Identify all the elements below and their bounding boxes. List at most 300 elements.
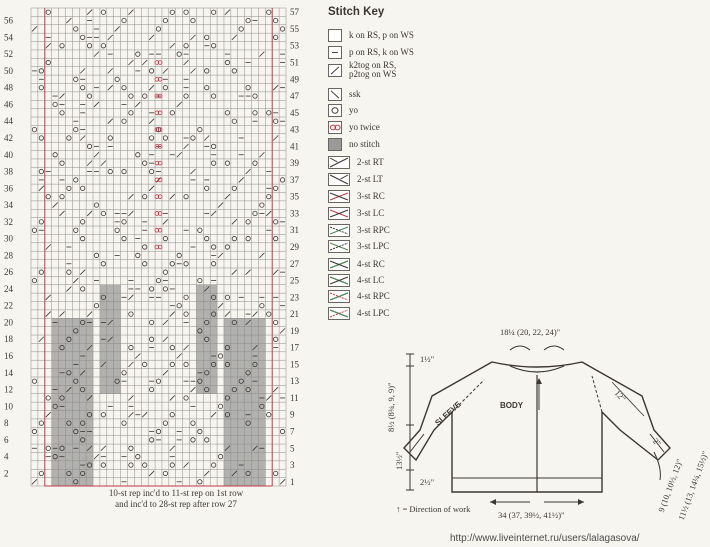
yo-stitch bbox=[232, 119, 236, 123]
yo-stitch bbox=[163, 270, 167, 274]
stitch-key-item bbox=[328, 188, 385, 204]
k2tog-stitch bbox=[46, 312, 51, 317]
yo-stitch bbox=[122, 236, 126, 240]
row-label-left: 4 bbox=[4, 451, 9, 462]
yo-stitch bbox=[74, 178, 78, 182]
yo-stitch bbox=[129, 312, 133, 316]
row-label-right: 45 bbox=[290, 107, 299, 118]
row-label-left: 24 bbox=[4, 283, 13, 294]
yo-stitch bbox=[267, 413, 271, 417]
stitch-key-item bbox=[328, 305, 389, 321]
row-label-right: 37 bbox=[290, 174, 299, 185]
k2tog-stitch bbox=[94, 152, 99, 157]
yo-stitch bbox=[225, 161, 229, 165]
yo-stitch bbox=[39, 136, 43, 140]
k2tog-stitch bbox=[66, 286, 71, 291]
yo-stitch bbox=[32, 278, 36, 282]
row-label-left: 14 bbox=[4, 367, 13, 378]
yo-stitch bbox=[260, 304, 264, 308]
yo-stitch bbox=[267, 194, 271, 198]
yo-stitch bbox=[80, 186, 84, 190]
k2tog-stitch bbox=[246, 169, 251, 174]
neck-arrow-right bbox=[544, 346, 564, 350]
yo-circle-icon bbox=[328, 104, 342, 117]
yo-stitch bbox=[32, 228, 36, 232]
yo-stitch bbox=[156, 278, 160, 282]
yo-stitch bbox=[260, 203, 264, 207]
yo-stitch bbox=[184, 94, 188, 98]
k2tog-stitch bbox=[87, 211, 92, 216]
stitch-key-label: p on RS, k on WS bbox=[349, 46, 414, 57]
stitch-key-label: 2-st RT bbox=[357, 156, 384, 167]
yo-stitch bbox=[205, 438, 209, 442]
k2tog-stitch bbox=[128, 211, 133, 216]
stitch-key-item bbox=[328, 59, 397, 79]
k2tog-stitch bbox=[128, 10, 133, 15]
k2tog-stitch bbox=[142, 60, 147, 65]
stitch-key-item bbox=[328, 154, 384, 170]
k2tog-stitch bbox=[232, 219, 237, 224]
yo-stitch bbox=[46, 396, 50, 400]
k2tog-stitch bbox=[101, 446, 106, 451]
stitch-key-item bbox=[328, 222, 390, 238]
k2tog-stitch bbox=[211, 412, 216, 417]
k2tog-stitch bbox=[190, 387, 195, 392]
row-label-right: 29 bbox=[290, 242, 299, 252]
stitch-key-label: 4-st RPC bbox=[357, 290, 390, 301]
stitch-key-label: 4-st LC bbox=[357, 274, 385, 285]
yo-stitch bbox=[163, 136, 167, 140]
k2tog-stitch bbox=[273, 270, 278, 275]
repeat-note-line1: 10-st rep inc'd to 11-st rep on 1st row bbox=[108, 488, 244, 498]
yo-stitch bbox=[143, 94, 147, 98]
k2tog-stitch bbox=[218, 203, 223, 208]
stitch-key-item bbox=[328, 136, 380, 152]
sleeve-length-dimension: 12" bbox=[612, 388, 629, 404]
yo-stitch bbox=[87, 94, 91, 98]
stitch-key bbox=[325, 6, 505, 318]
k2tog-stitch bbox=[273, 85, 278, 90]
dash-icon bbox=[328, 46, 342, 59]
yo-stitch bbox=[149, 169, 153, 173]
yo-stitch bbox=[205, 85, 209, 89]
stitch-key-label: 2-st LT bbox=[357, 173, 383, 184]
direction-note-text: = Direction of work bbox=[402, 504, 471, 514]
yo-stitch bbox=[46, 10, 50, 14]
row-label-right: 27 bbox=[290, 258, 299, 269]
yo-stitch bbox=[87, 44, 91, 48]
yo-stitch bbox=[170, 111, 174, 115]
yo-stitch bbox=[232, 236, 236, 240]
k2tog-stitch bbox=[46, 245, 51, 250]
yo-stitch bbox=[246, 236, 250, 240]
k2tog-stitch bbox=[259, 52, 264, 57]
yo-stitch bbox=[218, 454, 222, 458]
row-label-left: 2 bbox=[4, 468, 9, 479]
k2tog-stitch bbox=[73, 278, 78, 283]
row-label-right: 33 bbox=[290, 208, 299, 219]
upper-arm-dimension: 11½ (13, 14¼, 15½)" bbox=[676, 449, 710, 522]
lc3-icon bbox=[328, 207, 350, 220]
yo-stitch bbox=[205, 69, 209, 73]
stitch-key-label: ssk bbox=[349, 88, 361, 99]
yo-stitch bbox=[211, 262, 215, 266]
yo-stitch bbox=[94, 304, 98, 308]
yo-stitch bbox=[80, 287, 84, 291]
rt-icon bbox=[328, 156, 350, 169]
row-label-left: 54 bbox=[4, 32, 13, 43]
yo-stitch bbox=[225, 111, 229, 115]
k2tog-stitch bbox=[163, 337, 168, 342]
yo-stitch bbox=[170, 10, 174, 14]
k2tog-stitch bbox=[94, 454, 99, 459]
yo-stitch bbox=[80, 35, 84, 39]
k2tog-stitch bbox=[94, 102, 99, 107]
yo-stitch bbox=[108, 136, 112, 140]
yo-stitch bbox=[273, 220, 277, 224]
k2tog-stitch bbox=[163, 219, 168, 224]
k2tog-stitch bbox=[163, 370, 168, 375]
yo-stitch bbox=[74, 228, 78, 232]
row-label-right: 39 bbox=[290, 158, 299, 169]
row-label-left: 36 bbox=[4, 183, 13, 194]
stitch-key-label: no stitch bbox=[349, 138, 380, 149]
yo-stitch bbox=[177, 253, 181, 257]
row-label-left: 34 bbox=[4, 200, 13, 211]
yo-stitch bbox=[101, 10, 105, 14]
k2tog-stitch bbox=[280, 328, 285, 333]
yo-stitch bbox=[156, 27, 160, 31]
k2tog-stitch bbox=[163, 68, 168, 73]
row-label-right: 25 bbox=[290, 275, 299, 286]
yo-stitch bbox=[184, 362, 188, 366]
yo-stitch bbox=[101, 211, 105, 215]
yo-stitch bbox=[53, 102, 57, 106]
k2tog-stitch bbox=[80, 68, 85, 73]
yo-stitch bbox=[205, 186, 209, 190]
stitch-key-item bbox=[328, 205, 384, 221]
yo-stitch bbox=[211, 463, 215, 467]
yo-stitch bbox=[205, 35, 209, 39]
row-label-right: 3 bbox=[290, 460, 295, 471]
yo-stitch bbox=[280, 429, 284, 433]
yo-stitch bbox=[94, 253, 98, 257]
stitch-key-label: 3-st RPC bbox=[357, 224, 390, 235]
k2tog-stitch bbox=[170, 43, 175, 48]
yo-stitch bbox=[184, 312, 188, 316]
row-label-right: 11 bbox=[290, 392, 299, 403]
k2tog-stitch bbox=[177, 152, 182, 157]
yo-stitch bbox=[94, 203, 98, 207]
stitch-key-label bbox=[349, 61, 396, 80]
row-label-right: 51 bbox=[290, 57, 299, 68]
yo-stitch bbox=[129, 111, 133, 115]
yo-stitch bbox=[170, 345, 174, 349]
stitch-key-item bbox=[328, 238, 389, 254]
repeat-note bbox=[40, 488, 312, 510]
row-label-right: 21 bbox=[290, 309, 299, 320]
k2tog-stitch bbox=[211, 211, 216, 216]
k2tog-stitch bbox=[266, 211, 271, 216]
k2tog-stitch bbox=[149, 119, 154, 124]
yo-stitch bbox=[163, 287, 167, 291]
yo-stitch bbox=[101, 262, 105, 266]
row-label-right: 57 bbox=[290, 7, 299, 18]
k2tog-stitch bbox=[108, 35, 113, 40]
k2tog-stitch bbox=[60, 312, 65, 317]
stitch-key-item bbox=[328, 256, 385, 272]
k2tog-stitch bbox=[204, 471, 209, 476]
chart-grid bbox=[0, 0, 320, 500]
yo-stitch bbox=[46, 446, 50, 450]
stitch-key-item bbox=[328, 27, 414, 43]
wrist-arrow bbox=[654, 452, 660, 480]
k2tog-stitch bbox=[170, 194, 175, 199]
k2tog-stitch bbox=[149, 471, 154, 476]
chest-arrow-left-head bbox=[490, 499, 496, 505]
yoke-dimension: 1½" bbox=[420, 354, 435, 364]
k2tog-stitch bbox=[60, 211, 65, 216]
yo-stitch bbox=[39, 421, 43, 425]
yo-stitch bbox=[80, 85, 84, 89]
rpc3-icon bbox=[328, 224, 350, 237]
cuff-dimension: 2" bbox=[650, 436, 664, 449]
k2tog-stitch bbox=[190, 169, 195, 174]
chest-dimension: 34 (37, 39½, 41½)" bbox=[498, 510, 565, 520]
row-label-left: 28 bbox=[4, 250, 13, 261]
k2tog-stitch bbox=[225, 10, 230, 15]
yo-stitch bbox=[170, 413, 174, 417]
yo-stitch bbox=[156, 429, 160, 433]
k2tog-stitch bbox=[232, 35, 237, 40]
yo-stitch bbox=[80, 236, 84, 240]
neck-dimension: 18¼ (20, 22, 24)" bbox=[500, 327, 561, 337]
yo-stitch bbox=[74, 127, 78, 131]
yo-stitch bbox=[156, 379, 160, 383]
stitch-key-label-line1: k2tog on RS, bbox=[349, 59, 397, 70]
k2tog-stitch bbox=[184, 60, 189, 65]
yo-stitch bbox=[101, 44, 105, 48]
yo-stitch bbox=[129, 446, 133, 450]
repeat-note-line2: and inc'd to 28-st rep after row 27 bbox=[115, 499, 237, 509]
k2tog-stitch bbox=[149, 35, 154, 40]
source-url[interactable]: http://www.liveinternet.ru/users/lalagasova/ bbox=[450, 533, 640, 544]
row-label-left: 18 bbox=[4, 334, 13, 345]
yo-stitch bbox=[32, 127, 36, 131]
k2tog-stitch bbox=[128, 60, 133, 65]
k2tog-stitch bbox=[128, 295, 133, 300]
row-label-left: 52 bbox=[4, 49, 13, 60]
k2tog-stitch bbox=[128, 395, 133, 400]
yo-stitch bbox=[239, 27, 243, 31]
yo-stitch bbox=[170, 362, 174, 366]
row-label-left: 50 bbox=[4, 65, 13, 76]
k2tog-stitch bbox=[60, 94, 65, 99]
yo-stitch bbox=[149, 387, 153, 391]
yo-stitch bbox=[198, 127, 202, 131]
yo-stitch bbox=[149, 337, 153, 341]
hem-dimension: 2½" bbox=[420, 477, 435, 487]
yo-stitch bbox=[39, 69, 43, 73]
row-label-right: 53 bbox=[290, 40, 299, 51]
yo-stitch bbox=[218, 354, 222, 358]
row-label-right: 5 bbox=[290, 443, 295, 454]
k2tog-stitch bbox=[149, 186, 154, 191]
yo-stitch bbox=[122, 421, 126, 425]
yo-stitch bbox=[149, 320, 153, 324]
yo-stitch bbox=[273, 35, 277, 39]
direction-note bbox=[396, 504, 470, 514]
yo-stitch bbox=[67, 270, 71, 274]
yo-stitch bbox=[184, 396, 188, 400]
k2tog-stitch bbox=[273, 387, 278, 392]
yo-stitch bbox=[191, 18, 195, 22]
yo-stitch bbox=[136, 52, 140, 56]
yo-stitch bbox=[149, 438, 153, 442]
stitch-key-label: yo twice bbox=[349, 121, 380, 132]
k2tog-stitch bbox=[259, 152, 264, 157]
yo-stitch bbox=[232, 186, 236, 190]
yo-stitch bbox=[60, 194, 64, 198]
yo-stitch bbox=[108, 169, 112, 173]
stitch-key-label: yo bbox=[349, 104, 358, 115]
yo-stitch bbox=[211, 94, 215, 98]
yo-stitch bbox=[87, 144, 91, 148]
yo-stitch bbox=[184, 44, 188, 48]
rpc4-icon bbox=[328, 290, 350, 303]
lc4-icon bbox=[328, 274, 350, 287]
ssk-icon bbox=[328, 88, 342, 101]
k2tog-stitch bbox=[128, 362, 133, 367]
row-label-left: 48 bbox=[4, 82, 13, 93]
row-label-left: 12 bbox=[4, 384, 13, 395]
row-label-left: 26 bbox=[4, 267, 13, 278]
yo-stitch bbox=[129, 463, 133, 467]
yo-stitch bbox=[191, 136, 195, 140]
k2tog-stitch bbox=[273, 135, 278, 140]
k2tog-stitch bbox=[66, 18, 71, 23]
yo-stitch bbox=[170, 463, 174, 467]
yo-stitch bbox=[246, 220, 250, 224]
yo-stitch bbox=[184, 10, 188, 14]
k2tog-stitch bbox=[108, 119, 113, 124]
length-dimension: 13½" bbox=[394, 451, 404, 470]
neck-arrow-left bbox=[510, 346, 530, 350]
yo-stitch bbox=[225, 295, 229, 299]
sleeve-label: SLEEVE bbox=[433, 399, 463, 428]
yo-stitch bbox=[143, 245, 147, 249]
yo-stitch bbox=[122, 18, 126, 22]
k2tog-stitch bbox=[32, 26, 37, 31]
row-label-right: 43 bbox=[290, 124, 299, 135]
yo-stitch bbox=[129, 94, 133, 98]
yo-stitch bbox=[60, 111, 64, 115]
yo-stitch bbox=[198, 278, 202, 282]
k2tog-stitch bbox=[218, 303, 223, 308]
yo-stitch bbox=[184, 194, 188, 198]
k2tog-stitch bbox=[177, 354, 182, 359]
row-label-left: 46 bbox=[4, 99, 13, 110]
k2tog-stitch bbox=[87, 10, 92, 15]
yo-stitch bbox=[253, 161, 257, 165]
yo-stitch bbox=[211, 245, 215, 249]
yo-stitch bbox=[163, 85, 167, 89]
yo-stitch bbox=[170, 262, 174, 266]
yo-stitch bbox=[267, 10, 271, 14]
k2tog-stitch bbox=[225, 194, 230, 199]
yo-stitch bbox=[129, 345, 133, 349]
k2tog-stitch bbox=[108, 68, 113, 73]
yo-stitch bbox=[122, 85, 126, 89]
yo-stitch bbox=[39, 270, 43, 274]
yo-stitch bbox=[32, 379, 36, 383]
rc4-icon bbox=[328, 258, 350, 271]
yo-stitch bbox=[143, 463, 147, 467]
k2tog-stitch bbox=[87, 161, 92, 166]
k2tog-stitch bbox=[184, 463, 189, 468]
k2tog-stitch bbox=[252, 312, 257, 317]
row-label-right: 9 bbox=[290, 409, 295, 420]
row-label-left: 32 bbox=[4, 216, 13, 227]
yo-stitch bbox=[211, 161, 215, 165]
stitch-key-item bbox=[328, 272, 384, 288]
yo-stitch bbox=[253, 111, 257, 115]
row-label-right: 31 bbox=[290, 225, 299, 236]
yo-stitch bbox=[184, 262, 188, 266]
k2tog-stitch bbox=[232, 270, 237, 275]
yo-stitch bbox=[163, 18, 167, 22]
yo-stitch bbox=[67, 136, 71, 140]
row-label-left: 40 bbox=[4, 149, 13, 160]
k2tog-stitch bbox=[80, 270, 85, 275]
yo-stitch bbox=[267, 312, 271, 316]
k2tog-stitch bbox=[53, 203, 58, 208]
blank-square-icon bbox=[328, 29, 342, 42]
yo-stitch bbox=[205, 236, 209, 240]
yo-stitch bbox=[39, 471, 43, 475]
yo-stitch bbox=[143, 362, 147, 366]
yo-stitch bbox=[246, 85, 250, 89]
k2tog-stitch bbox=[128, 194, 133, 199]
k2tog-stitch bbox=[163, 320, 168, 325]
k2tog-stitch bbox=[39, 186, 44, 191]
yo-stitch bbox=[280, 27, 284, 31]
wrist-dimension: 9 (10, 10½, 12)" bbox=[656, 457, 685, 514]
yo-stitch bbox=[101, 413, 105, 417]
yo-stitch bbox=[115, 228, 119, 232]
yo-stitch bbox=[232, 69, 236, 73]
yo-stitch bbox=[267, 111, 271, 115]
yo-stitch bbox=[246, 18, 250, 22]
k2tog-stitch bbox=[115, 26, 120, 31]
yo-stitch bbox=[122, 371, 126, 375]
yo-stitch bbox=[191, 421, 195, 425]
no-stitch-icon bbox=[328, 138, 342, 151]
yo-stitch bbox=[32, 429, 36, 433]
row-label-right: 35 bbox=[290, 191, 299, 202]
yo-stitch bbox=[46, 60, 50, 64]
yo-stitch bbox=[280, 178, 284, 182]
yo-stitch bbox=[253, 94, 257, 98]
yo-stitch bbox=[143, 194, 147, 198]
yo-stitch bbox=[101, 463, 105, 467]
k2tog-stitch bbox=[204, 135, 209, 140]
yo-stitch bbox=[80, 220, 84, 224]
k2tog-stitch bbox=[246, 270, 251, 275]
row-label-left: 38 bbox=[4, 166, 13, 177]
yo-stitch bbox=[149, 136, 153, 140]
k2tog-stitch bbox=[190, 68, 195, 73]
